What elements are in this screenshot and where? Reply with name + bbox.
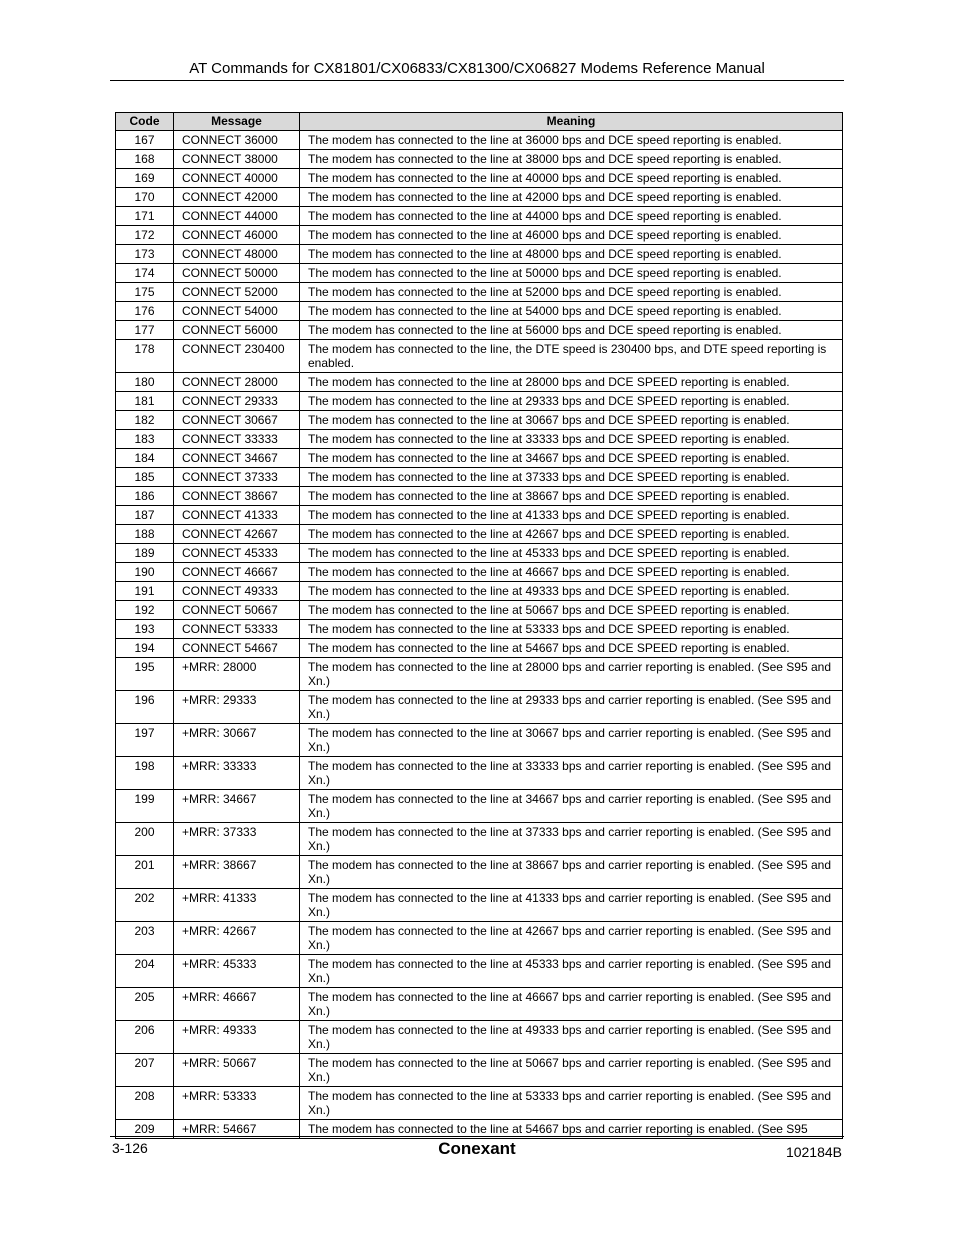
code-cell: 199 bbox=[116, 790, 174, 823]
message-cell: CONNECT 230400 bbox=[174, 340, 300, 373]
code-cell: 169 bbox=[116, 169, 174, 188]
table-row bbox=[116, 601, 843, 620]
meaning-cell: The modem has connected to the line at 53333 bps and DCE SPEED reporting is enabled. bbox=[300, 620, 843, 639]
meaning-cell: The modem has connected to the line at 33333 bps and DCE SPEED reporting is enabled. bbox=[300, 430, 843, 449]
message-cell: CONNECT 42667 bbox=[174, 525, 300, 544]
table-row bbox=[116, 449, 843, 468]
message-cell: CONNECT 28000 bbox=[174, 373, 300, 392]
meaning-cell: The modem has connected to the line at 48000 bps and DCE speed reporting is enabled. bbox=[300, 245, 843, 264]
message-cell: CONNECT 38667 bbox=[174, 487, 300, 506]
meaning-cell: The modem has connected to the line at 52000 bps and DCE speed reporting is enabled. bbox=[300, 283, 843, 302]
table-row bbox=[116, 988, 843, 1021]
table-row bbox=[116, 658, 843, 691]
message-cell: CONNECT 54667 bbox=[174, 639, 300, 658]
code-cell: 188 bbox=[116, 525, 174, 544]
code-cell: 192 bbox=[116, 601, 174, 620]
code-cell: 193 bbox=[116, 620, 174, 639]
table-row bbox=[116, 468, 843, 487]
code-cell: 182 bbox=[116, 411, 174, 430]
code-cell: 184 bbox=[116, 449, 174, 468]
table-row bbox=[116, 620, 843, 639]
meaning-cell: The modem has connected to the line at 45333 bps and carrier reporting is enabled. (See S95 and Xn.) bbox=[300, 955, 843, 988]
table-row bbox=[116, 226, 843, 245]
column-header-code: Code bbox=[116, 113, 174, 131]
result-codes-table bbox=[115, 112, 843, 1139]
code-cell: 200 bbox=[116, 823, 174, 856]
code-cell: 185 bbox=[116, 468, 174, 487]
header-rule bbox=[110, 80, 844, 81]
code-cell: 191 bbox=[116, 582, 174, 601]
column-header-meaning: Meaning bbox=[300, 113, 843, 131]
footer-rule bbox=[110, 1136, 844, 1137]
table-row bbox=[116, 430, 843, 449]
meaning-cell: The modem has connected to the line at 38667 bps and carrier reporting is enabled. (See S95 and Xn.) bbox=[300, 856, 843, 889]
table-row bbox=[116, 245, 843, 264]
table-row bbox=[116, 563, 843, 582]
meaning-cell: The modem has connected to the line at 36000 bps and DCE speed reporting is enabled. bbox=[300, 131, 843, 150]
code-cell: 195 bbox=[116, 658, 174, 691]
page-number: 3-126 bbox=[112, 1140, 148, 1156]
column-header-message: Message bbox=[174, 113, 300, 131]
code-cell: 183 bbox=[116, 430, 174, 449]
meaning-cell: The modem has connected to the line at 30667 bps and carrier reporting is enabled. (See S95 and Xn.) bbox=[300, 724, 843, 757]
message-cell: +MRR: 29333 bbox=[174, 691, 300, 724]
table-row bbox=[116, 373, 843, 392]
page-header-title: AT Commands for CX81801/CX06833/CX81300/CX06827 Modems Reference Manual bbox=[189, 60, 765, 77]
message-cell: CONNECT 41333 bbox=[174, 506, 300, 525]
meaning-cell: The modem has connected to the line at 46000 bps and DCE speed reporting is enabled. bbox=[300, 226, 843, 245]
meaning-cell: The modem has connected to the line at 40000 bps and DCE speed reporting is enabled. bbox=[300, 169, 843, 188]
message-cell: CONNECT 50000 bbox=[174, 264, 300, 283]
table-row bbox=[116, 856, 843, 889]
code-cell: 176 bbox=[116, 302, 174, 321]
meaning-cell: The modem has connected to the line at 50667 bps and DCE SPEED reporting is enabled. bbox=[300, 601, 843, 620]
meaning-cell: The modem has connected to the line at 42000 bps and DCE speed reporting is enabled. bbox=[300, 188, 843, 207]
message-cell: CONNECT 44000 bbox=[174, 207, 300, 226]
table-row bbox=[116, 790, 843, 823]
meaning-cell: The modem has connected to the line at 49333 bps and carrier reporting is enabled. (See S95 and Xn.) bbox=[300, 1021, 843, 1054]
code-cell: 189 bbox=[116, 544, 174, 563]
meaning-cell: The modem has connected to the line at 28000 bps and carrier reporting is enabled. (See S95 and Xn.) bbox=[300, 658, 843, 691]
message-cell: CONNECT 56000 bbox=[174, 321, 300, 340]
table-row bbox=[116, 487, 843, 506]
message-cell: +MRR: 41333 bbox=[174, 889, 300, 922]
meaning-cell: The modem has connected to the line at 54000 bps and DCE speed reporting is enabled. bbox=[300, 302, 843, 321]
meaning-cell: The modem has connected to the line at 41333 bps and DCE SPEED reporting is enabled. bbox=[300, 506, 843, 525]
meaning-cell: The modem has connected to the line at 30667 bps and DCE SPEED reporting is enabled. bbox=[300, 411, 843, 430]
table-row bbox=[116, 264, 843, 283]
message-cell: CONNECT 48000 bbox=[174, 245, 300, 264]
code-cell: 209 bbox=[116, 1120, 174, 1139]
code-cell: 206 bbox=[116, 1021, 174, 1054]
meaning-cell: The modem has connected to the line at 49333 bps and DCE SPEED reporting is enabled. bbox=[300, 582, 843, 601]
table-row bbox=[116, 150, 843, 169]
table-row bbox=[116, 207, 843, 226]
message-cell: +MRR: 34667 bbox=[174, 790, 300, 823]
meaning-cell: The modem has connected to the line at 28000 bps and DCE SPEED reporting is enabled. bbox=[300, 373, 843, 392]
footer-brand: Conexant bbox=[438, 1139, 516, 1158]
message-cell: +MRR: 46667 bbox=[174, 988, 300, 1021]
message-cell: CONNECT 30667 bbox=[174, 411, 300, 430]
code-cell: 181 bbox=[116, 392, 174, 411]
table-row bbox=[116, 506, 843, 525]
code-cell: 204 bbox=[116, 955, 174, 988]
message-cell: +MRR: 33333 bbox=[174, 757, 300, 790]
message-cell: +MRR: 54667 bbox=[174, 1120, 300, 1139]
meaning-cell: The modem has connected to the line at 34667 bps and DCE SPEED reporting is enabled. bbox=[300, 449, 843, 468]
table-row bbox=[116, 411, 843, 430]
message-cell: +MRR: 50667 bbox=[174, 1054, 300, 1087]
message-cell: +MRR: 49333 bbox=[174, 1021, 300, 1054]
meaning-cell: The modem has connected to the line at 34667 bps and carrier reporting is enabled. (See S95 and Xn.) bbox=[300, 790, 843, 823]
meaning-cell: The modem has connected to the line at 50667 bps and carrier reporting is enabled. (See S95 and Xn.) bbox=[300, 1054, 843, 1087]
message-cell: CONNECT 46667 bbox=[174, 563, 300, 582]
message-cell: +MRR: 53333 bbox=[174, 1087, 300, 1120]
message-cell: +MRR: 37333 bbox=[174, 823, 300, 856]
meaning-cell: The modem has connected to the line at 54667 bps and DCE SPEED reporting is enabled. bbox=[300, 639, 843, 658]
table-row bbox=[116, 131, 843, 150]
code-cell: 168 bbox=[116, 150, 174, 169]
meaning-cell: The modem has connected to the line at 29333 bps and DCE SPEED reporting is enabled. bbox=[300, 392, 843, 411]
message-cell: CONNECT 29333 bbox=[174, 392, 300, 411]
message-cell: +MRR: 28000 bbox=[174, 658, 300, 691]
meaning-cell: The modem has connected to the line at 50000 bps and DCE speed reporting is enabled. bbox=[300, 264, 843, 283]
code-cell: 205 bbox=[116, 988, 174, 1021]
code-cell: 177 bbox=[116, 321, 174, 340]
meaning-cell: The modem has connected to the line at 56000 bps and DCE speed reporting is enabled. bbox=[300, 321, 843, 340]
meaning-cell: The modem has connected to the line at 42667 bps and carrier reporting is enabled. (See S95 and Xn.) bbox=[300, 922, 843, 955]
message-cell: CONNECT 42000 bbox=[174, 188, 300, 207]
meaning-cell: The modem has connected to the line at 53333 bps and carrier reporting is enabled. (See S95 and Xn.) bbox=[300, 1087, 843, 1120]
table-row bbox=[116, 757, 843, 790]
code-cell: 167 bbox=[116, 131, 174, 150]
code-cell: 172 bbox=[116, 226, 174, 245]
meaning-cell: The modem has connected to the line at 45333 bps and DCE SPEED reporting is enabled. bbox=[300, 544, 843, 563]
message-cell: CONNECT 49333 bbox=[174, 582, 300, 601]
code-cell: 170 bbox=[116, 188, 174, 207]
meaning-cell: The modem has connected to the line at 33333 bps and carrier reporting is enabled. (See S95 and Xn.) bbox=[300, 757, 843, 790]
document-number: 102184B bbox=[785, 1144, 842, 1160]
code-cell: 207 bbox=[116, 1054, 174, 1087]
table-row bbox=[116, 639, 843, 658]
code-cell: 187 bbox=[116, 506, 174, 525]
message-cell: CONNECT 46000 bbox=[174, 226, 300, 245]
table-row bbox=[116, 823, 843, 856]
meaning-cell: The modem has connected to the line at 44000 bps and DCE speed reporting is enabled. bbox=[300, 207, 843, 226]
message-cell: CONNECT 37333 bbox=[174, 468, 300, 487]
meaning-cell: The modem has connected to the line at 29333 bps and carrier reporting is enabled. (See S95 and Xn.) bbox=[300, 691, 843, 724]
table-row bbox=[116, 1054, 843, 1087]
meaning-cell: The modem has connected to the line at 46667 bps and carrier reporting is enabled. (See S95 and Xn.) bbox=[300, 988, 843, 1021]
table-row bbox=[116, 188, 843, 207]
meaning-cell: The modem has connected to the line at 46667 bps and DCE SPEED reporting is enabled. bbox=[300, 563, 843, 582]
table-row bbox=[116, 321, 843, 340]
code-cell: 196 bbox=[116, 691, 174, 724]
code-cell: 198 bbox=[116, 757, 174, 790]
code-cell: 174 bbox=[116, 264, 174, 283]
code-cell: 203 bbox=[116, 922, 174, 955]
message-cell: CONNECT 40000 bbox=[174, 169, 300, 188]
table-row bbox=[116, 724, 843, 757]
table-row bbox=[116, 955, 843, 988]
code-cell: 173 bbox=[116, 245, 174, 264]
code-cell: 202 bbox=[116, 889, 174, 922]
message-cell: +MRR: 42667 bbox=[174, 922, 300, 955]
code-cell: 178 bbox=[116, 340, 174, 373]
table-row bbox=[116, 392, 843, 411]
code-cell: 175 bbox=[116, 283, 174, 302]
meaning-cell: The modem has connected to the line at 37333 bps and DCE SPEED reporting is enabled. bbox=[300, 468, 843, 487]
code-cell: 190 bbox=[116, 563, 174, 582]
message-cell: CONNECT 36000 bbox=[174, 131, 300, 150]
table-row bbox=[116, 1087, 843, 1120]
table-row bbox=[116, 1021, 843, 1054]
message-cell: +MRR: 30667 bbox=[174, 724, 300, 757]
table-row bbox=[116, 169, 843, 188]
table-row bbox=[116, 283, 843, 302]
message-cell: CONNECT 50667 bbox=[174, 601, 300, 620]
meaning-cell: The modem has connected to the line at 37333 bps and carrier reporting is enabled. (See S95 and Xn.) bbox=[300, 823, 843, 856]
code-cell: 208 bbox=[116, 1087, 174, 1120]
table-header-row bbox=[116, 113, 843, 131]
table-row bbox=[116, 582, 843, 601]
code-cell: 171 bbox=[116, 207, 174, 226]
table-row bbox=[116, 544, 843, 563]
message-cell: CONNECT 38000 bbox=[174, 150, 300, 169]
message-cell: +MRR: 38667 bbox=[174, 856, 300, 889]
code-cell: 197 bbox=[116, 724, 174, 757]
table-row bbox=[116, 525, 843, 544]
meaning-cell: The modem has connected to the line at 42667 bps and DCE SPEED reporting is enabled. bbox=[300, 525, 843, 544]
message-cell: CONNECT 45333 bbox=[174, 544, 300, 563]
table-row bbox=[116, 691, 843, 724]
table-row bbox=[116, 889, 843, 922]
table-row bbox=[116, 922, 843, 955]
message-cell: CONNECT 33333 bbox=[174, 430, 300, 449]
message-cell: CONNECT 34667 bbox=[174, 449, 300, 468]
meaning-cell: The modem has connected to the line at 38000 bps and DCE speed reporting is enabled. bbox=[300, 150, 843, 169]
code-cell: 186 bbox=[116, 487, 174, 506]
table-body bbox=[116, 131, 843, 1139]
meaning-cell: The modem has connected to the line at 41333 bps and carrier reporting is enabled. (See S95 and Xn.) bbox=[300, 889, 843, 922]
meaning-cell: The modem has connected to the line at 38667 bps and DCE SPEED reporting is enabled. bbox=[300, 487, 843, 506]
message-cell: CONNECT 54000 bbox=[174, 302, 300, 321]
message-cell: +MRR: 45333 bbox=[174, 955, 300, 988]
message-cell: CONNECT 52000 bbox=[174, 283, 300, 302]
meaning-cell: The modem has connected to the line at 54667 bps and carrier reporting is enabled. (See S95 bbox=[300, 1120, 843, 1139]
meaning-cell: The modem has connected to the line, the DTE speed is 230400 bps, and DTE speed reporting is enabled. bbox=[300, 340, 843, 373]
message-cell: CONNECT 53333 bbox=[174, 620, 300, 639]
code-cell: 201 bbox=[116, 856, 174, 889]
code-cell: 194 bbox=[116, 639, 174, 658]
table-row bbox=[116, 340, 843, 373]
code-cell: 180 bbox=[116, 373, 174, 392]
table-row bbox=[116, 302, 843, 321]
